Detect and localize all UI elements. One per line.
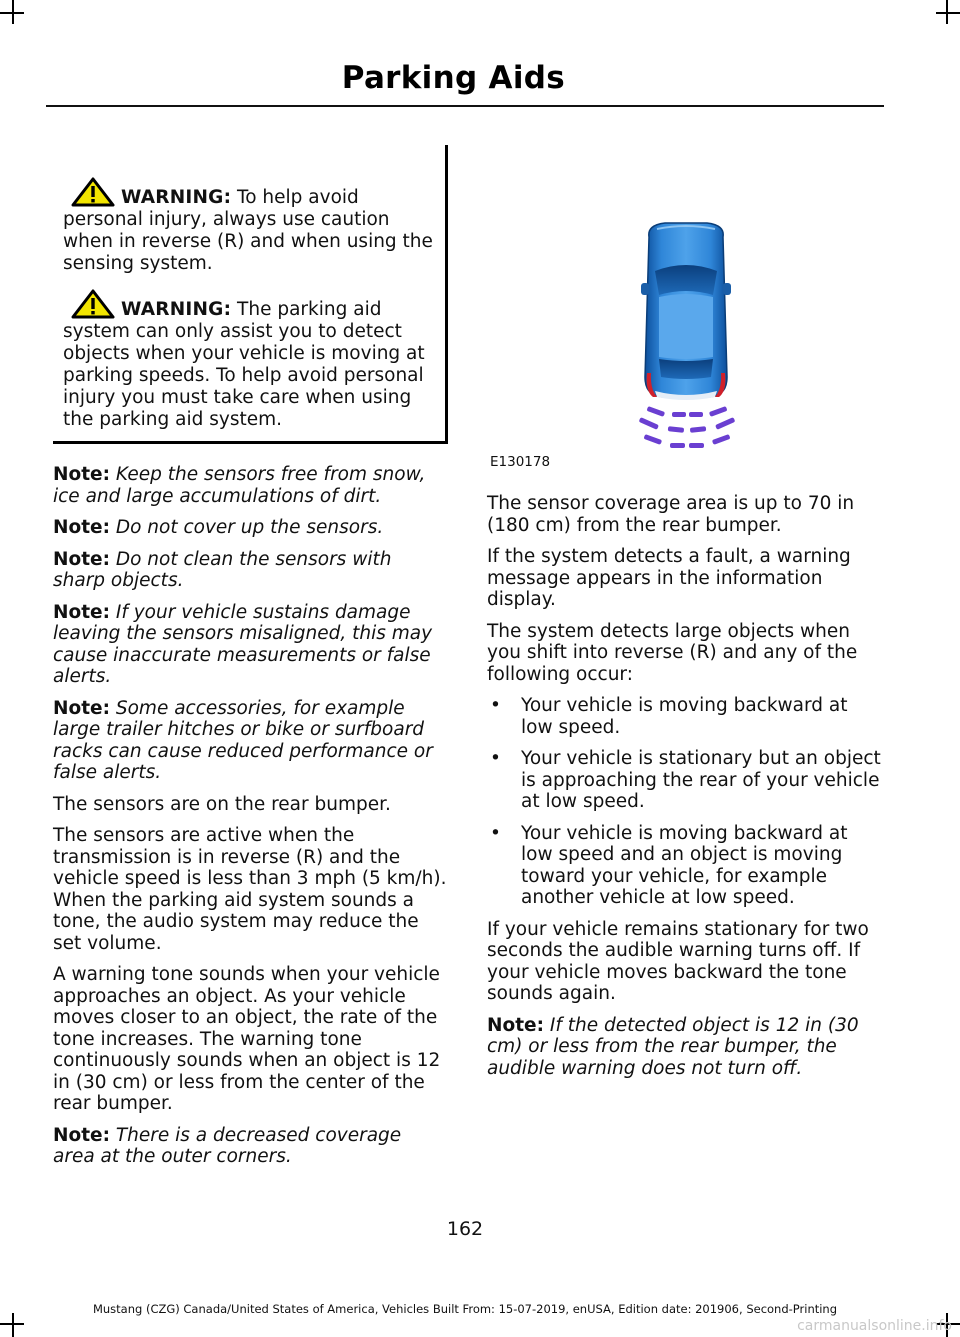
figure-code: E130178 (490, 454, 551, 470)
page-number: 162 (446, 1218, 484, 1240)
list-item-text: Your vehicle is moving backward at low speed. (521, 695, 848, 738)
warning-2 (63, 289, 435, 431)
list-item-text: Your vehicle is stationary but an object is approaching the rear of your vehicle at low speed. (521, 748, 881, 812)
paragraph: The system detects large objects when you shift into reverse (R) and any of the following occur: (487, 620, 858, 685)
warning-text: The parking aid system can only assist you to detect objects when your vehicle is moving at parking speeds. To help avoid personal injury you must take care when using the parking aid system. (63, 299, 425, 430)
bullet-glyph: • (490, 695, 501, 716)
car-rear-sensor-illustration-icon (487, 145, 883, 473)
note-text: There is a decreased coverage area at the outer corners. (53, 1124, 402, 1167)
list-item-text: Your vehicle is moving backward at low speed and an object is moving toward your vehicle, for example another vehicle at low speed. (521, 822, 848, 908)
note-label: Note: (53, 1124, 110, 1146)
header-rule (46, 105, 884, 107)
note-text: If your vehicle sustains damage leaving the sensors misaligned, this may cause inaccurate measurements or false alerts. (53, 601, 433, 687)
warning-label: WARNING: (121, 187, 232, 208)
note-6 (53, 1125, 448, 1168)
paragraph: The sensors are active when the transmission is in reverse (R) and the vehicle speed is less than 3 mph (5 km/h). When the parking aid system sounds a tone, the audio system may reduce the set volume. (53, 825, 447, 954)
note-2 (53, 517, 448, 539)
right-column (487, 145, 883, 1089)
list-item (487, 695, 883, 738)
warning-label: WARNING: (121, 299, 232, 320)
warning-box (53, 145, 448, 444)
note-text: Do not clean the sensors with sharp objects. (53, 548, 392, 591)
warning-triangle-icon (71, 177, 115, 207)
note-5 (53, 698, 448, 784)
page-title: Parking Aids (341, 60, 565, 96)
note-text: Do not cover up the sensors. (109, 517, 384, 538)
note-text: Some accessories, for example large trailer hitches or bike or surfboard racks can cause reduced performance or false alerts. (53, 697, 433, 783)
paragraph: The sensor coverage area is up to 70 in (180 cm) from the rear bumper. (487, 493, 855, 536)
note-label: Note: (53, 601, 110, 623)
note-label: Note: (53, 464, 110, 485)
warning-1 (63, 177, 435, 275)
note-1 (53, 464, 448, 507)
paragraph: A warning tone sounds when your vehicle approaches an object. As your vehicle moves closer to an object, the rate of the tone increases. The warning tone continuously sounds when an object is 12 in (30 cm) or less from the center of the rear bumper. (53, 964, 441, 1114)
crop-mark-top-right-h (936, 12, 960, 14)
warning-triangle-icon (71, 289, 115, 319)
note-text: Keep the sensors free from snow, ice and large accumulations of dirt. (53, 464, 426, 507)
figure (487, 145, 883, 473)
crop-mark-bottom-left-v (12, 1313, 14, 1337)
paragraph: If your vehicle remains stationary for two seconds the audible warning turns off. If your vehicle moves backward the tone sounds again. (487, 918, 869, 1004)
note-label: Note: (53, 517, 110, 538)
bullet-glyph: • (490, 748, 501, 769)
footer: Mustang (CZG) Canada/United States of America, Vehicles Built From: 15-07-2019, enUSA, Edition date: 201906, Second-Printing (92, 1302, 838, 1316)
note-label: Note: (53, 697, 110, 719)
bullet-glyph: • (490, 822, 501, 844)
left-column (53, 145, 448, 1178)
watermark: carmanualsonline.info (797, 1318, 952, 1334)
list-item (487, 748, 883, 813)
paragraph: If the system detects a fault, a warning message appears in the information display. (487, 546, 851, 610)
warning-text: To help avoid personal injury, always use caution when in reverse (R) and when using the sensing system. (63, 187, 433, 274)
crop-mark-bottom-left-h (0, 1323, 24, 1325)
list-item (487, 823, 883, 909)
note-label: Note: (53, 548, 110, 570)
crop-mark-top-left-h (0, 12, 24, 14)
paragraph: The sensors are on the rear bumper. (53, 793, 391, 815)
note-text: If the detected object is 12 in (30 cm) or less from the rear bumper, the audible warning does not turn off. (487, 1014, 859, 1079)
note-3 (53, 549, 448, 592)
bullet-list (487, 695, 883, 909)
note-right (487, 1015, 883, 1080)
note-4 (53, 602, 448, 688)
note-label: Note: (487, 1014, 544, 1036)
